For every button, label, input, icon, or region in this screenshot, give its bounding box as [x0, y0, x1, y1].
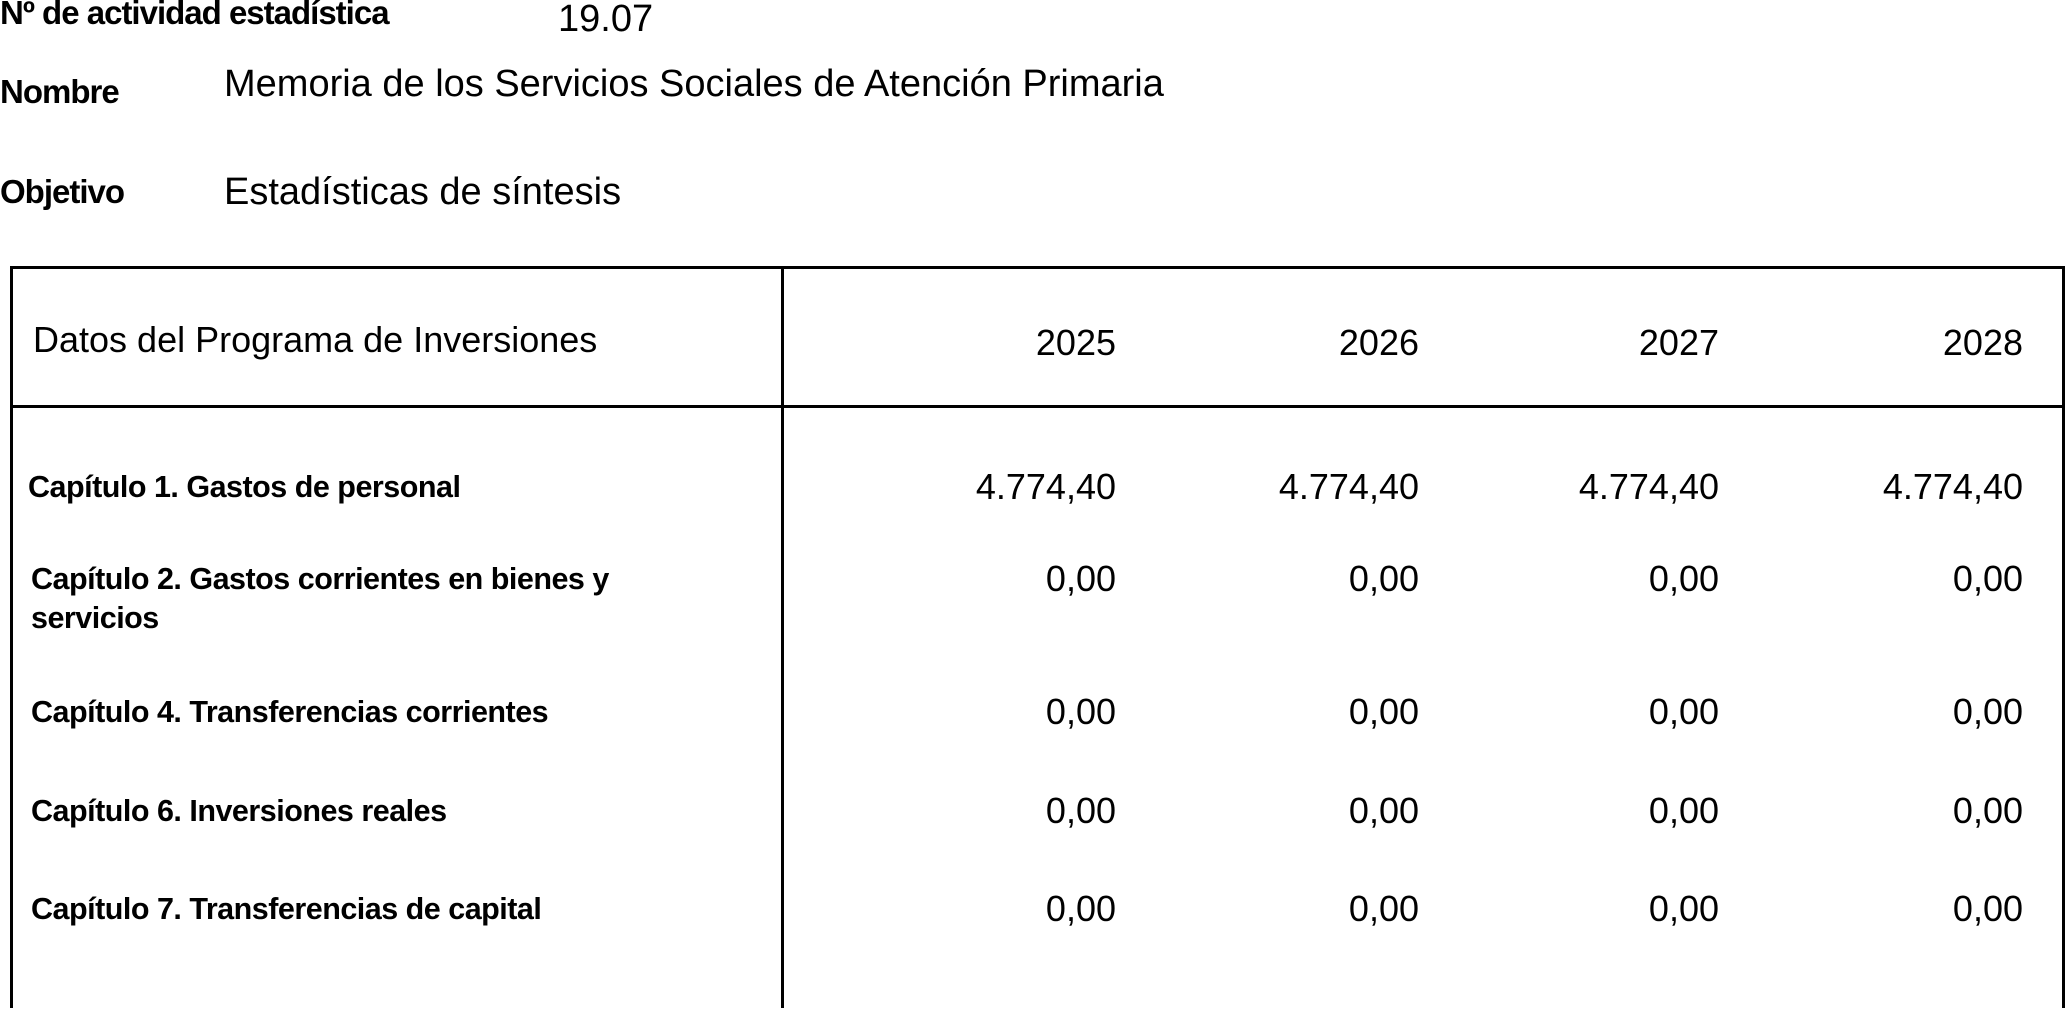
table-cell: 0,00 [1348, 888, 1419, 929]
table-cell: 0,00 [1952, 691, 2023, 732]
table-cell: 0,00 [1648, 888, 1719, 929]
name-value: Memoria de los Servicios Sociales de Atención Primaria [224, 63, 1164, 105]
year-header-2025: 2025 [1035, 322, 1116, 363]
row-label-capitulo-4: Capítulo 4. Transferencias corrientes [31, 695, 549, 729]
table-cell: 0,00 [1045, 691, 1116, 732]
table-cell: 0,00 [1348, 691, 1419, 732]
table-cell: 4.774,40 [1578, 466, 1719, 507]
table-cell: 0,00 [1952, 888, 2023, 929]
year-header-2027: 2027 [1638, 322, 1719, 363]
objective-value: Estadísticas de síntesis [224, 171, 622, 213]
activity-number-label: Nº de actividad estadística [0, 0, 389, 31]
table-cell: 0,00 [1348, 558, 1419, 599]
table-cell: 0,00 [1952, 558, 2023, 599]
column-divider [781, 269, 784, 1008]
table-cell: 0,00 [1648, 790, 1719, 831]
table-cell: 0,00 [1648, 558, 1719, 599]
table-cell: 0,00 [1952, 790, 2023, 831]
table-cell: 0,00 [1045, 888, 1116, 929]
row-label-capitulo-1: Capítulo 1. Gastos de personal [28, 470, 461, 504]
table-title: Datos del Programa de Inversiones [33, 319, 598, 360]
table-cell: 4.774,40 [1278, 466, 1419, 507]
row-label-capitulo-6: Capítulo 6. Inversiones reales [31, 794, 447, 828]
table-cell: 4.774,40 [975, 466, 1116, 507]
table-cell: 0,00 [1045, 558, 1116, 599]
table-cell: 4.774,40 [1882, 466, 2023, 507]
activity-number-value: 19.07 [558, 0, 654, 40]
name-label: Nombre [0, 73, 119, 110]
investment-program-table [10, 266, 2065, 1008]
row-label-capitulo-7: Capítulo 7. Transferencias de capital [31, 892, 542, 926]
table-cell: 0,00 [1648, 691, 1719, 732]
year-header-2028: 2028 [1942, 322, 2023, 363]
row-label-capitulo-2: Capítulo 2. Gastos corrientes en bienes y servicios [31, 562, 609, 635]
objective-label: Objetivo [0, 173, 125, 210]
table-cell: 0,00 [1045, 790, 1116, 831]
table-cell: 0,00 [1348, 790, 1419, 831]
header-divider [13, 405, 2062, 408]
year-header-2026: 2026 [1338, 322, 1419, 363]
